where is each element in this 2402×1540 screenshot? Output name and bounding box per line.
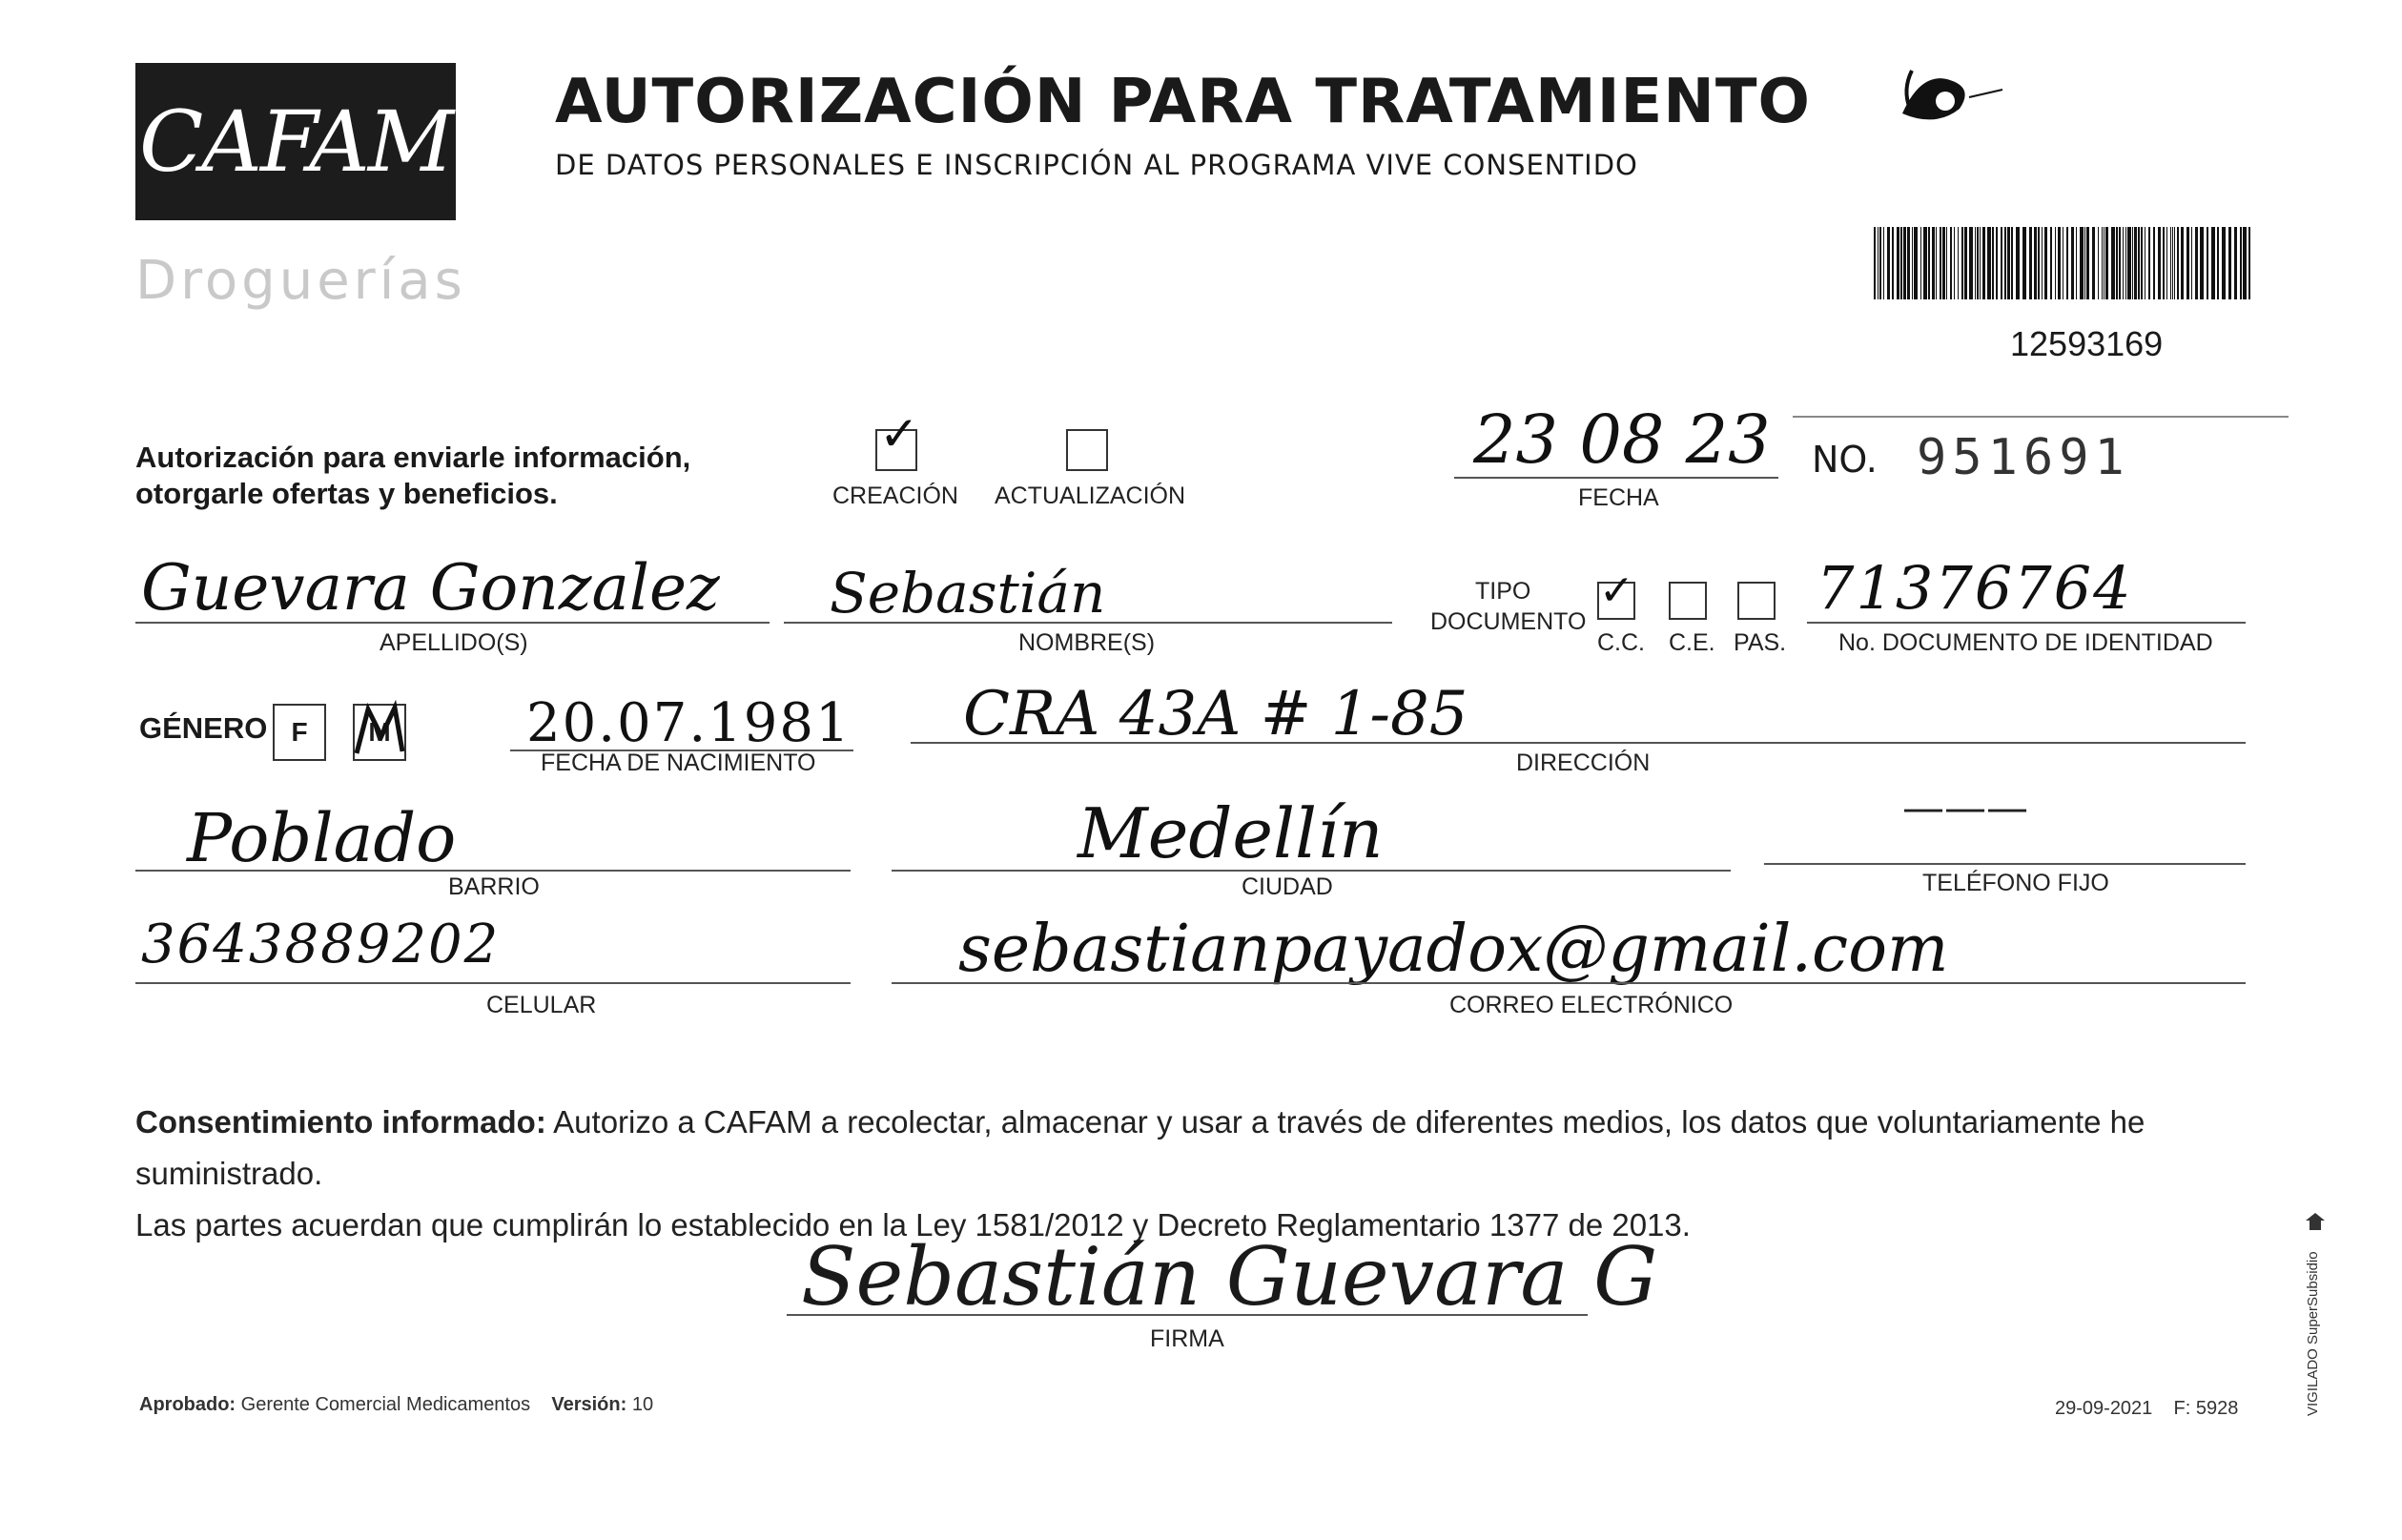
vigilado-text: VIGILADO SuperSubsidio	[2305, 1251, 2321, 1416]
nombres-label: NOMBRE(S)	[1018, 629, 1156, 656]
fecha-value: 23 08 23	[1473, 400, 1771, 479]
footer-aprobado	[139, 1394, 653, 1416]
celular-value[interactable]: 3643889202	[141, 914, 501, 975]
aprobado-value: Gerente Comercial Medicamentos	[240, 1394, 531, 1415]
documento-line	[1807, 622, 2246, 624]
footer-right	[2055, 1398, 2238, 1420]
genero-f-box[interactable]: F	[273, 704, 326, 761]
shield-icon	[2306, 1213, 2325, 1230]
consent-paragraph	[135, 1097, 2271, 1251]
ciudad-value[interactable]: Medellín	[1078, 793, 1384, 873]
tipo-documento-label-1: TIPO	[1475, 578, 1531, 605]
nacimiento-value[interactable]: 20.07.1981	[526, 692, 852, 754]
authorization-intro-line2: otorgarle ofertas y beneficios.	[135, 477, 558, 510]
apellidos-label: APELLIDO(S)	[380, 629, 528, 656]
no-label: NO.	[1812, 439, 1878, 481]
documento-value[interactable]: 71376764	[1817, 553, 2133, 623]
celular-line	[135, 982, 851, 984]
fecha-line	[1454, 477, 1778, 479]
cc-label: C.C.	[1597, 629, 1645, 656]
barcode-icon	[1874, 227, 2250, 299]
form-subtitle: DE DATOS PERSONALES E INSCRIPCIÓN AL PROGRAMA VIVE CONSENTIDO	[555, 149, 1638, 181]
documento-label: No. DOCUMENTO DE IDENTIDAD	[1838, 629, 2213, 656]
genero-label: GÉNERO	[139, 711, 268, 745]
aprobado-label: Aprobado:	[139, 1394, 236, 1415]
apellidos-value[interactable]: Guevara Gonzalez	[141, 551, 720, 625]
ce-label: C.E.	[1669, 629, 1715, 656]
direccion-label: DIRECCIÓN	[1516, 749, 1651, 776]
consent-text-2: Las partes acuerdan que cumplirán lo establecido en la Ley 1581/2012 y Decreto Reglamentario 1377 de 2013.	[135, 1207, 1691, 1242]
apellidos-line	[135, 622, 770, 624]
genero-m-box[interactable]: M	[353, 704, 406, 761]
cafam-logo	[135, 63, 456, 220]
telefono-value[interactable]: ———	[1902, 784, 2028, 832]
cc-checkbox[interactable]	[1597, 566, 1635, 620]
no-top-line	[1793, 416, 2289, 418]
barcode-number: 12593169	[2010, 324, 2164, 363]
vigilado-badge	[2292, 1211, 2330, 1421]
ce-checkbox[interactable]	[1669, 582, 1707, 620]
telefono-label: TELÉFONO FIJO	[1922, 870, 2109, 896]
version-label: Versión:	[551, 1394, 627, 1415]
nombres-value[interactable]: Sebastián	[830, 561, 1106, 626]
actualizacion-checkbox[interactable]	[1066, 429, 1108, 471]
creacion-checkbox[interactable]	[875, 406, 919, 471]
direccion-value[interactable]: CRA 43A # 1-85	[963, 679, 1468, 749]
signature-line	[787, 1314, 1588, 1316]
ciudad-label: CIUDAD	[1242, 873, 1333, 900]
footer-date: 29-09-2021	[2055, 1398, 2153, 1419]
nacimiento-label: FECHA DE NACIMIENTO	[541, 749, 816, 776]
correo-line	[892, 982, 2246, 984]
signature-value: Sebastián Guevara G	[801, 1230, 1658, 1324]
pas-checkbox[interactable]	[1737, 582, 1776, 620]
actualizacion-label: ACTUALIZACIÓN	[995, 483, 1186, 509]
checkmark-icon: ✓	[1599, 566, 1634, 615]
telefono-line	[1764, 863, 2246, 865]
footer-form-code: F: 5928	[2173, 1398, 2239, 1419]
genero-m-mark-icon	[349, 698, 410, 761]
correo-value[interactable]: sebastianpayadox@gmail.com	[958, 912, 1949, 987]
celular-label: CELULAR	[486, 992, 597, 1018]
logo-subtext: Droguerías	[135, 250, 466, 312]
tipo-documento-label-2: DOCUMENTO	[1430, 608, 1587, 635]
barrio-value[interactable]: Poblado	[187, 799, 457, 877]
fecha-label: FECHA	[1578, 484, 1659, 511]
ciudad-line	[892, 870, 1731, 872]
logo-text: CAFAM	[139, 92, 452, 191]
correo-label: CORREO ELECTRÓNICO	[1449, 992, 1734, 1018]
checkmark-icon: ✓	[879, 406, 919, 462]
form-title: AUTORIZACIÓN PARA TRATAMIENTO	[555, 67, 1811, 137]
nombres-line	[784, 622, 1392, 624]
authorization-intro-line1: Autorización para enviarle información,	[135, 441, 691, 474]
creacion-label: CREACIÓN	[832, 483, 958, 509]
direccion-line	[911, 742, 2246, 744]
no-value: 951691	[1917, 429, 2130, 486]
version-value: 10	[631, 1394, 654, 1415]
seal-icon	[1893, 61, 2007, 137]
consent-title: Consentimiento informado:	[135, 1104, 546, 1140]
barrio-label: BARRIO	[448, 873, 540, 900]
barrio-line	[135, 870, 851, 872]
pas-label: PAS.	[1734, 629, 1787, 656]
consent-text-1: Autorizo a CAFAM a recolectar, almacenar y usar a través de diferentes medios, los datos que voluntariamente he suministrado.	[135, 1104, 2145, 1191]
signature-label: FIRMA	[1150, 1325, 1224, 1352]
